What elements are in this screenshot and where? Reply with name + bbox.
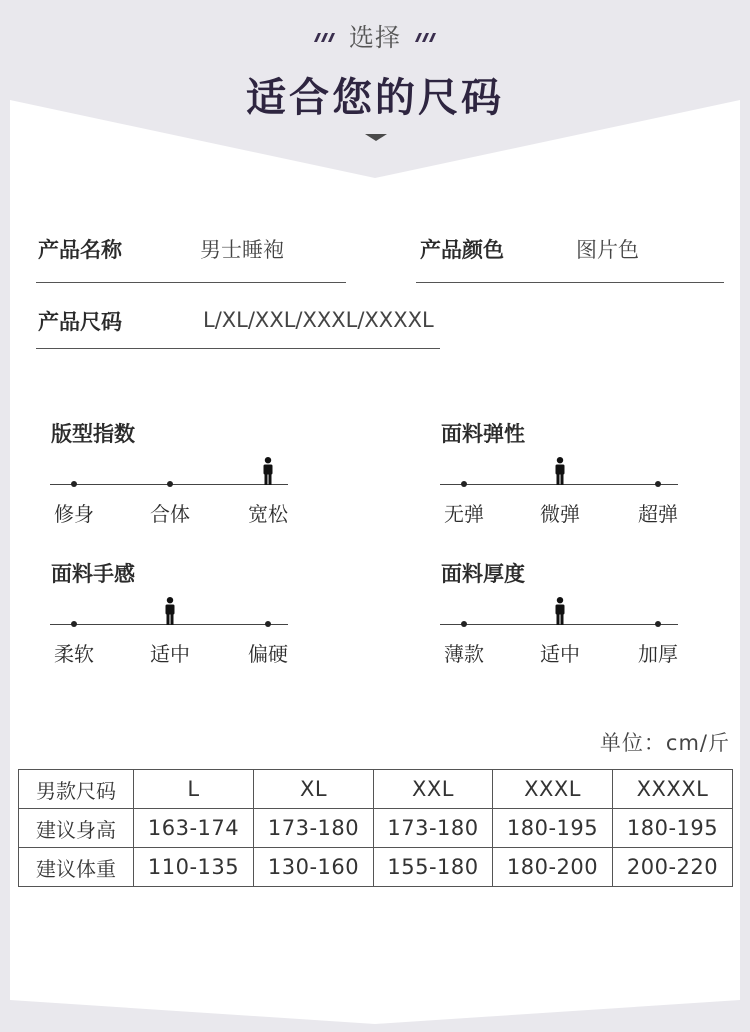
table-row (19, 809, 733, 848)
scale-dot (265, 621, 271, 627)
table-header-cell: XXXXL (613, 770, 733, 809)
scale-tick-label: 加厚 (638, 642, 678, 666)
table-cell: 130-160 (254, 848, 374, 887)
scale-dot (71, 481, 77, 487)
table-header-cell: XXL (374, 770, 493, 809)
scale-tick-label: 偏硬 (248, 642, 288, 666)
scale-tick-label: 无弹 (444, 502, 484, 526)
index-title: 面料手感 (51, 562, 135, 586)
scale-tick-label: 柔软 (54, 642, 94, 666)
product-name-value: 男士睡袍 (200, 238, 284, 262)
triangle-down-icon (365, 134, 387, 141)
scale-tick-label: 适中 (540, 642, 580, 666)
index-title: 面料厚度 (441, 562, 525, 586)
product-name-underline (36, 282, 346, 283)
scale-tick-label: 修身 (54, 502, 94, 526)
table-header-row (19, 770, 733, 809)
scale-dot (655, 481, 661, 487)
scale-dot (655, 621, 661, 627)
scale-dot (71, 621, 77, 627)
slash-lines-icon (415, 33, 439, 42)
product-size-underline (36, 348, 440, 349)
person-icon (261, 457, 275, 485)
person-icon (553, 457, 567, 485)
table-cell: 200-220 (613, 848, 733, 887)
scale-dot (461, 621, 467, 627)
unit-label: 单位：cm/斤 (599, 731, 730, 755)
person-icon (553, 597, 567, 625)
scale-tick-label: 宽松 (248, 502, 288, 526)
table-cell: 180-200 (493, 848, 613, 887)
table-cell: 163-174 (134, 809, 254, 848)
table-header-cell: L (134, 770, 254, 809)
table-header-cell: XXXL (493, 770, 613, 809)
table-cell: 173-180 (254, 809, 374, 848)
table-cell: 110-135 (134, 848, 254, 887)
scale-tick-label: 合体 (150, 502, 190, 526)
size-table (18, 769, 733, 887)
product-color-underline (416, 282, 724, 283)
header-subtitle: 选择 (348, 23, 401, 52)
scale-tick-label: 薄款 (444, 642, 484, 666)
table-cell: 180-195 (613, 809, 733, 848)
slash-lines-icon (311, 33, 335, 42)
table-row (19, 848, 733, 887)
table-header-cell: 男款尺码 (19, 770, 134, 809)
product-color-label: 产品颜色 (420, 238, 504, 262)
header-subtitle-row (0, 18, 750, 54)
product-size-label: 产品尺码 (38, 310, 122, 334)
table-cell: 建议体重 (19, 848, 134, 887)
product-color-value: 图片色 (576, 238, 639, 262)
scale-tick-label: 微弹 (540, 502, 580, 526)
product-name-label: 产品名称 (38, 238, 122, 262)
page-title: 适合您的尺码 (246, 75, 504, 121)
table-cell: 建议身高 (19, 809, 134, 848)
scale-dot (167, 481, 173, 487)
table-cell: 155-180 (374, 848, 493, 887)
table-cell: 180-195 (493, 809, 613, 848)
person-icon (163, 597, 177, 625)
scale-tick-label: 超弹 (638, 502, 678, 526)
index-title: 面料弹性 (441, 422, 525, 446)
product-size-value: L/XL/XXL/XXXL/XXXXL (203, 308, 434, 332)
index-title: 版型指数 (51, 422, 135, 446)
scale-dot (461, 481, 467, 487)
scale-tick-label: 适中 (150, 642, 190, 666)
table-cell: 173-180 (374, 809, 493, 848)
table-header-cell: XL (254, 770, 374, 809)
